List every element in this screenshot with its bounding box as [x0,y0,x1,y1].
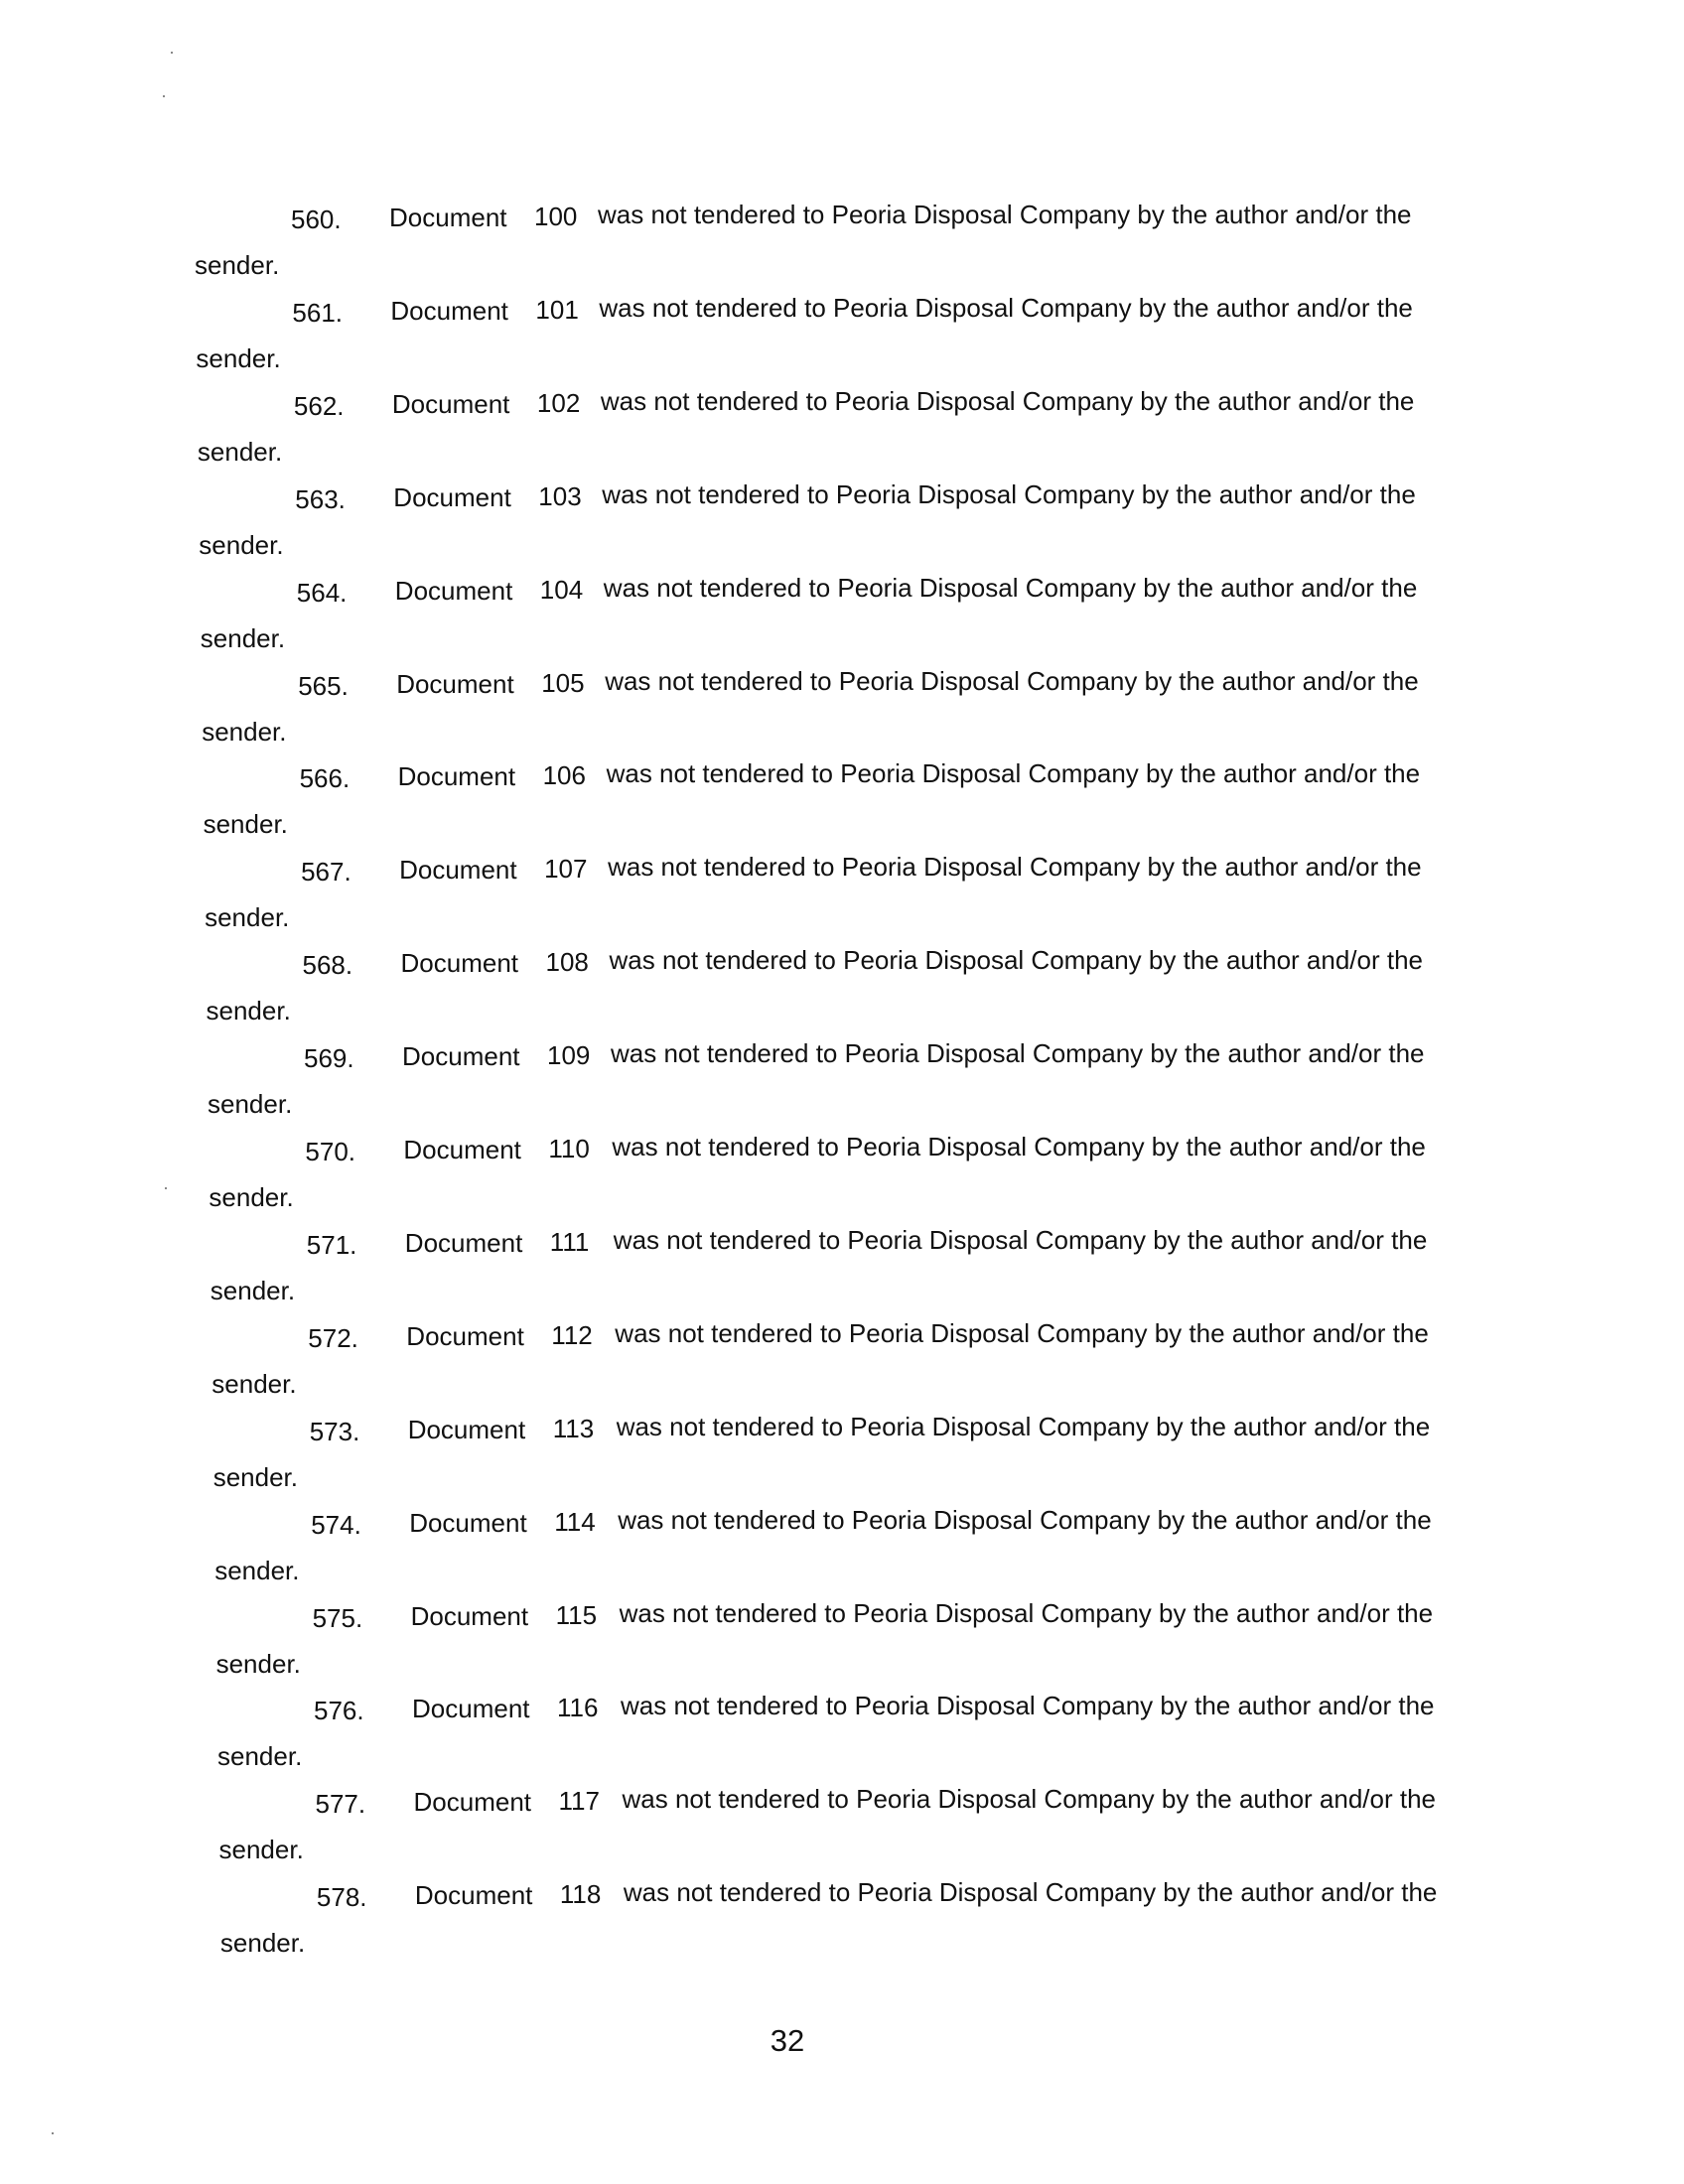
paragraph-tail: sender. [203,809,288,840]
paragraph-text: was not tendered to Peoria Disposal Company by the author and/or the [622,1784,1436,1815]
paragraph-text: was not tendered to Peoria Disposal Company by the author and/or the [598,200,1412,229]
document-word: Document [399,855,517,886]
paragraph-tail: sender. [197,436,283,467]
document-word: Document [394,575,513,606]
document-word: Document [390,295,508,326]
numbered-paragraph [3,385,1684,478]
numbered-paragraph [0,199,1684,292]
paragraph-number: 578. [316,1882,367,1913]
numbered-paragraph [19,1411,1684,1504]
paragraph-text: was not tendered to Peoria Disposal Company by the author and/or the [618,1504,1432,1535]
numbered-paragraph [9,757,1684,851]
paragraph-number: 576. [314,1696,364,1726]
document-word: Document [397,761,516,792]
paragraph-number: 570. [305,1137,356,1166]
paragraph-number: 573. [309,1416,360,1446]
document-word: Document [413,1787,531,1818]
document-number: 100 [534,202,578,231]
paragraph-number: 565. [298,670,349,701]
paragraph-tail: sender. [212,1461,298,1492]
paragraph-text: was not tendered to Peoria Disposal Company by the author and/or the [613,1224,1428,1255]
paragraph-tail: sender. [217,1741,303,1772]
paragraph-text: was not tendered to Peoria Disposal Company by the author and/or the [623,1877,1438,1908]
document-number: 110 [548,1134,590,1163]
numbered-paragraph [6,572,1684,665]
document-word: Document [402,1041,520,1072]
document-word: Document [404,1227,523,1258]
paragraph-text: was not tendered to Peoria Disposal Company by the author and/or the [616,1411,1431,1441]
document-number: 109 [547,1040,591,1071]
document-word: Document [391,388,510,419]
numbered-paragraph [7,665,1684,758]
document-word: Document [400,948,518,979]
page-number: 32 [770,2023,805,2058]
document-number: 101 [535,294,579,325]
paragraph-tail: sender. [200,622,286,653]
paragraph-text: was not tendered to Peoria Disposal Company by the author and/or the [609,945,1423,976]
document-number: 106 [542,760,586,791]
paragraph-number: 574. [311,1509,361,1540]
document-number: 115 [555,1599,598,1630]
paragraph-tail: sender. [218,1835,304,1865]
paragraph-number: 563. [295,483,346,514]
document-number: 107 [544,854,588,885]
paragraph-number: 560. [291,205,342,234]
paragraph-tail: sender. [219,1928,306,1959]
numbered-paragraph [10,851,1684,944]
numbered-paragraph [20,1504,1684,1597]
paragraph-tail: sender. [214,1555,300,1585]
paragraph-text: was not tendered to Peoria Disposal Company by the author and/or the [603,572,1418,603]
paragraph-text: was not tendered to Peoria Disposal Company by the author and/or the [612,1132,1426,1161]
paragraph-number: 577. [315,1789,366,1820]
paragraph-tail: sender. [196,342,281,373]
document-word: Document [406,1320,524,1351]
document-number: 118 [559,1879,602,1910]
document-word: Document [412,1694,530,1724]
paragraph-number: 571. [306,1229,357,1260]
paragraph-tail: sender. [199,529,284,560]
document-word: Document [409,1507,527,1538]
paragraph-text: was not tendered to Peoria Disposal Company by the author and/or the [615,1317,1429,1348]
paragraph-tail: sender. [195,250,280,280]
paragraph-tail: sender. [211,1368,297,1399]
document-word: Document [393,481,511,512]
document-word: Document [407,1414,526,1444]
paragraph-text: was not tendered to Peoria Disposal Company by the author and/or the [605,665,1419,696]
numbered-paragraph [12,944,1684,1037]
paragraph-text: was not tendered to Peoria Disposal Company by the author and/or the [599,292,1413,323]
document-number: 116 [557,1693,599,1723]
numbered-paragraph [4,478,1684,572]
paragraph-tail: sender. [206,996,291,1026]
paragraph-text: was not tendered to Peoria Disposal Company by the author and/or the [608,852,1422,883]
paragraph-number: 561. [292,297,344,328]
document-number: 108 [545,947,589,978]
document-word: Document [396,668,514,699]
numbered-paragraph [13,1037,1684,1131]
paragraph-text: was not tendered to Peoria Disposal Company by the author and/or the [606,758,1421,789]
paragraph-number: 568. [302,950,353,981]
paragraph-number: 562. [293,390,345,421]
paragraph-tail: sender. [208,1089,293,1120]
paragraph-tail: sender. [210,1275,296,1305]
document-word: Document [410,1600,529,1631]
paragraph-tail: sender. [209,1182,294,1212]
document-number: 104 [539,574,584,605]
numbered-paragraph [23,1690,1684,1783]
document-number: 112 [551,1319,593,1350]
numbered-paragraph [14,1131,1684,1224]
paragraph-number: 575. [312,1602,363,1633]
paragraph-number: 567. [301,857,351,887]
paragraph-number: 572. [308,1322,358,1353]
document-number: 117 [558,1786,600,1817]
document-number: 111 [549,1226,590,1257]
document-word: Document [403,1135,521,1164]
paragraph-number: 566. [299,763,351,794]
scan-speck [163,95,165,97]
paragraph-tail: sender. [215,1648,301,1679]
paragraph-text: was not tendered to Peoria Disposal Company by the author and/or the [621,1691,1435,1721]
document-number: 103 [538,480,582,511]
numbered-paragraph [22,1597,1684,1691]
document-word: Document [414,1880,533,1911]
scan-speck [171,52,173,54]
document-number: 113 [552,1413,595,1443]
paragraph-text: was not tendered to Peoria Disposal Company by the author and/or the [602,478,1416,509]
document-word: Document [389,203,507,232]
document-number: 114 [554,1506,596,1537]
document-number: 102 [536,387,581,418]
numbered-paragraph [26,1876,1684,1970]
paragraph-tail: sender. [205,902,290,933]
paragraph-tail: sender. [202,716,287,747]
paragraph-text: was not tendered to Peoria Disposal Company by the author and/or the [600,385,1415,416]
numbered-paragraph [16,1224,1684,1317]
paragraph-number: 569. [304,1043,354,1074]
paragraph-number: 564. [296,577,348,608]
document-number: 105 [541,667,585,698]
paragraph-text: was not tendered to Peoria Disposal Company by the author and/or the [611,1038,1425,1069]
paragraph-text: was not tendered to Peoria Disposal Company by the author and/or the [619,1597,1434,1628]
numbered-paragraph [25,1783,1684,1876]
numbered-paragraph [17,1317,1684,1411]
scan-speck [52,2132,54,2134]
numbered-paragraph [1,292,1684,385]
